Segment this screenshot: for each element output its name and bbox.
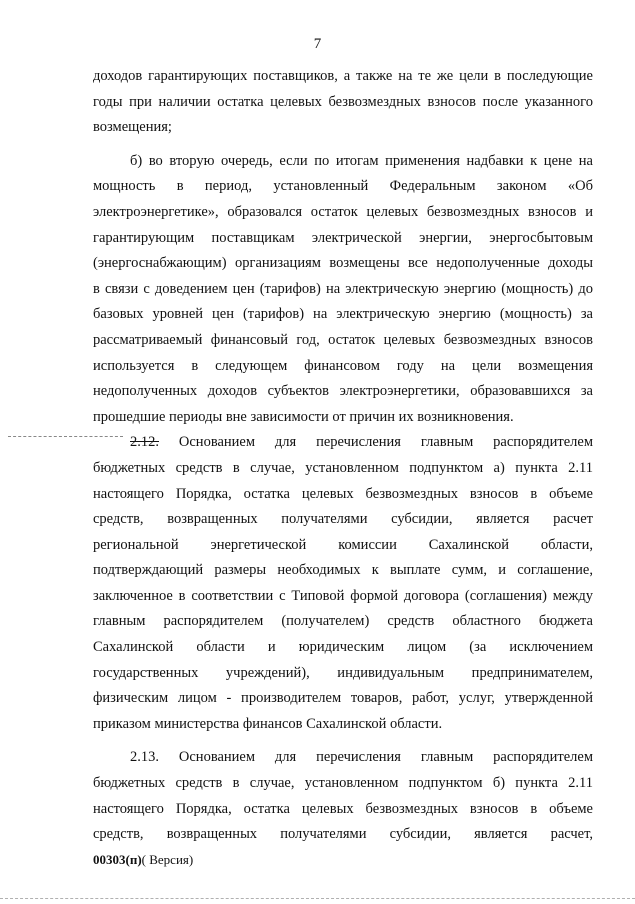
text-line: средств, возвращенных получателями субсидии, является расчет xyxy=(93,511,593,528)
text-line xyxy=(93,430,593,456)
text-line: средств, возвращенных получателями субсидии, является расчет, xyxy=(93,826,593,843)
document-code-number: 00303(п) xyxy=(93,852,142,867)
paragraph-continuation xyxy=(93,64,593,141)
paragraph-b xyxy=(93,149,593,431)
paragraph-2-13 xyxy=(93,745,593,847)
scan-edge-line xyxy=(0,898,635,900)
document-code xyxy=(93,852,193,868)
paragraph-2-12 xyxy=(93,430,593,737)
text-line: (энергоснабжающим) организациям возмещены все недополученные доходы xyxy=(93,255,593,272)
text-line: бюджетных средств в случае, установленном подпунктом б) пункта 2.11 xyxy=(93,775,593,792)
text-line: настоящего Порядка, остатка целевых безвозмездных взносов в объеме xyxy=(93,800,593,817)
page-number: 7 xyxy=(313,36,322,52)
body-text xyxy=(93,64,593,848)
text-line: мощность в период, установленный Федеральным законом «Об xyxy=(93,178,593,195)
document-version: ( Версия) xyxy=(141,852,194,867)
text-line: заключенное в соответствии с Типовой формой договора (соглашения) между xyxy=(93,587,593,604)
text-line: электроэнергетике», образовался остаток целевых безвозмездных взносов и xyxy=(93,203,593,220)
text-line: б) во вторую очередь, если по итогам применения надбавки к цене на xyxy=(130,152,593,169)
clause-first-line: Основанием для перечисления главным распорядителем xyxy=(159,434,593,451)
text-line: 2.13. Основанием для перечисления главным распорядителем xyxy=(130,749,593,766)
text-line: прошедшие периоды вне зависимости от причин их возникновения. xyxy=(93,408,514,425)
text-line: в связи с доведением цен (тарифов) на электрическую энергию (мощность) до xyxy=(93,280,593,297)
text-line: доходов гарантирующих поставщиков, а также на те же цели в последующие xyxy=(93,68,593,84)
text-line: физическим лицом - производителем товаров, работ, услуг, утвержденной xyxy=(93,690,593,707)
clause-number: 2.12. xyxy=(130,434,159,451)
text-line: подтверждающий размеры необходимых к выплате сумм, и соглашение, xyxy=(93,562,593,579)
text-line: базовых уровней цен (тарифов) на электрическую энергию (мощность) за xyxy=(93,306,593,323)
text-line: возмещения; xyxy=(93,119,172,136)
text-line: недополученных доходов субъектов электроэнергетики, образовавшихся за xyxy=(93,383,593,400)
text-line: настоящего Порядка, остатка целевых безвозмездных взносов в объеме xyxy=(93,485,593,502)
text-line: Сахалинской области и юридическим лицом (за исключением xyxy=(93,639,593,656)
text-line: приказом министерства финансов Сахалинской области. xyxy=(93,715,443,732)
text-line: региональной энергетической комиссии Сахалинской области, xyxy=(93,536,593,553)
text-line: используется в следующем финансовом году на цели возмещения xyxy=(93,357,593,374)
text-line: рассматриваемый финансовый год, остаток целевых безвозмездных взносов xyxy=(93,331,593,348)
text-line: главным распорядителем (получателем) средств областного бюджета xyxy=(93,613,593,630)
text-line: годы при наличии остатка целевых безвозмездных взносов после указанного xyxy=(93,93,593,110)
text-line: государственных учреждений), индивидуальным предпринимателем, xyxy=(93,664,593,681)
text-line: бюджетных средств в случае, установленном подпунктом а) пункта 2.11 xyxy=(93,459,593,476)
text-line: гарантирующим поставщикам электрической энергии, энергосбытовым xyxy=(93,229,593,246)
